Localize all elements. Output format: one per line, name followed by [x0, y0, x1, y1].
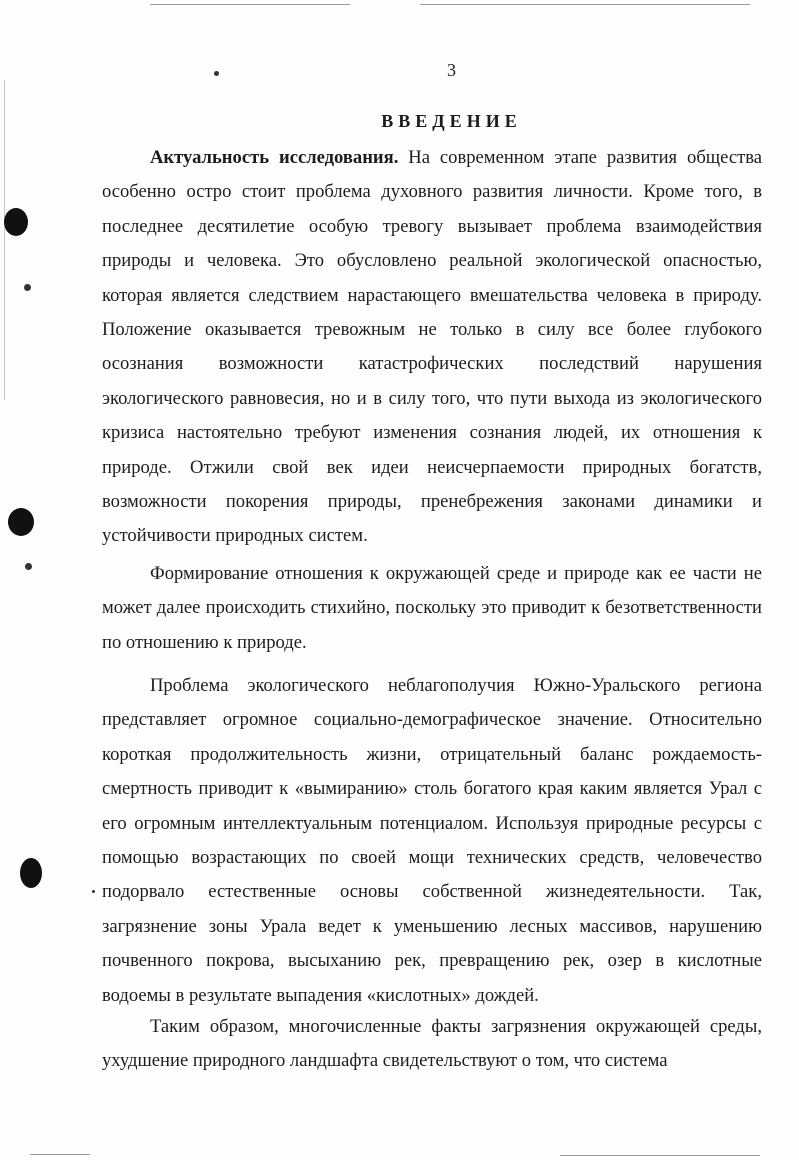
paragraph-2 — [102, 557, 762, 660]
scan-edge-bottom-right — [560, 1155, 760, 1156]
punch-hole — [4, 208, 28, 236]
scan-edge-bottom — [30, 1154, 90, 1155]
scan-edge-top-right — [420, 4, 750, 5]
paragraph-text: Формирование отношения к окружающей среде и природе как ее части не может далее происходить стихийно, поскольку это приводит к безответственности по отношению к природе. — [102, 563, 762, 653]
section-heading: ВВЕДЕНИЕ — [381, 111, 522, 131]
paragraph-text: Проблема экологического неблагополучия Южно-Уральского региона представляет огромное социально-демографическое значение. Относительно короткая продолжительность жизни, отрицательный баланс рождаемость-смертность приводит к «вымиранию» столь богатого края каким является Урал с его огромным интеллектуальным потенциалом. Используя природные ресурсы с помощью возрастающих по своей мощи технических средств, человечество подорвало естественные основы собственной жизнедеятельности. Так, загрязнение зоны Урала ведет к уменьшению лесных массивов, нарушению почвенного покрова, высыханию рек, превращению рек, озер в кислотные водоемы в результате выпадения «кислотных» дождей. — [102, 675, 762, 1006]
scan-speck — [25, 563, 32, 570]
paragraph-text: На современном этапе развития общества особенно остро стоит проблема духовного развития личности. Кроме того, в последнее десятилетие особую тревогу вызывает проблема взаимодействия природы и человека. Это обусловлено реальной экологической опасностью, которая является следствием нарастающего вмешательства человека в природу. Положение оказывается тревожным не только в силу все более глубокого осознания возможности катастрофических последствий нарушения экологического равновесия, но и в силу того, что пути выхода из экологического кризиса настоятельно требуют изменения сознания людей, их отношения к природе. Отжили свой век идеи неисчерпаемости природных богатств, возможности покорения природы, пренебрежения законами динамики и устойчивости природных систем. — [102, 147, 763, 547]
scan-edge-top — [150, 4, 350, 5]
scan-speck — [24, 284, 31, 291]
punch-hole — [8, 508, 34, 536]
paragraph-3 — [102, 669, 762, 1013]
paragraph-4 — [102, 1010, 762, 1079]
paragraph-lead: Актуальность исследования. — [150, 147, 399, 168]
page-number: 3 — [447, 60, 456, 80]
paragraph-1 — [102, 141, 762, 554]
punch-hole — [20, 858, 42, 888]
paragraph-text: Таким образом, многочисленные факты загрязнения окружающей среды, ухудшение природного ландшафта свидетельствуют о том, что система — [102, 1016, 762, 1072]
scan-speck — [92, 890, 95, 893]
